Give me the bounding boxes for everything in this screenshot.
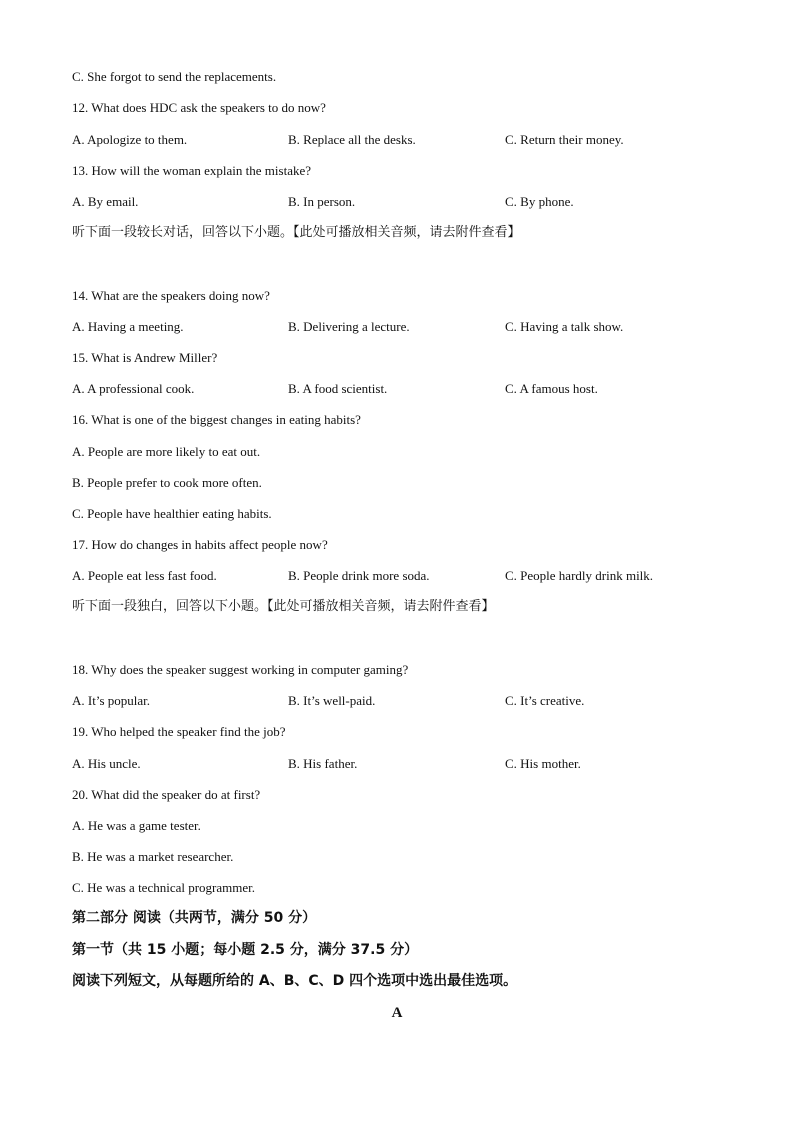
q17-option-a: A. People eat less fast food.	[72, 568, 217, 583]
q11-option-c: C. She forgot to send the replacements.	[72, 69, 277, 84]
dialogue-instruction: 听下面一段较长对话，回答以下小题。【此处可播放相关音频，请去附件查看】	[72, 225, 521, 240]
q17-question: 17. How do changes in habits affect people now?	[72, 537, 328, 552]
q19-option-c: C. His mother.	[505, 756, 581, 771]
monologue-instruction: 听下面一段独白，回答以下小题。【此处可播放相关音频，请去附件查看】	[72, 599, 495, 614]
q12-option-c: C. Return their money.	[505, 132, 624, 147]
q20-option-b: B. He was a market researcher.	[72, 849, 234, 864]
reading-instruction: 阅读下列短文，从每题所给的 A、B、C、D 四个选项中选出最佳选项。	[72, 973, 518, 989]
q18-option-a: A. It’s popular.	[72, 693, 150, 708]
q18-option-c: C. It’s creative.	[505, 693, 585, 708]
passage-label: A	[391, 1005, 403, 1021]
q15-option-a: A. A professional cook.	[72, 381, 195, 396]
q14-option-a: A. Having a meeting.	[72, 319, 184, 334]
q15-option-b: B. A food scientist.	[288, 381, 388, 396]
q19-option-b: B. His father.	[288, 756, 358, 771]
q13-option-c: C. By phone.	[505, 194, 574, 209]
q16-option-b: B. People prefer to cook more often.	[72, 475, 262, 490]
q12-question: 12. What does HDC ask the speakers to do now?	[72, 100, 326, 115]
q19-question: 19. Who helped the speaker find the job?	[72, 724, 286, 739]
q13-question: 13. How will the woman explain the mistake?	[72, 163, 312, 178]
q13-option-a: A. By email.	[72, 194, 139, 209]
q19-option-a: A. His uncle.	[72, 756, 141, 771]
q14-question: 14. What are the speakers doing now?	[72, 288, 270, 303]
q12-option-b: B. Replace all the desks.	[288, 132, 416, 147]
q14-option-c: C. Having a talk show.	[505, 319, 624, 334]
q15-question: 15. What is Andrew Miller?	[72, 350, 218, 365]
q20-question: 20. What did the speaker do at first?	[72, 787, 261, 802]
q16-option-c: C. People have healthier eating habits.	[72, 506, 272, 521]
q12-option-a: A. Apologize to them.	[72, 132, 188, 147]
q17-option-c: C. People hardly drink milk.	[505, 568, 654, 583]
q17-option-b: B. People drink more soda.	[288, 568, 430, 583]
q18-option-b: B. It’s well-paid.	[288, 693, 376, 708]
q20-option-c: C. He was a technical programmer.	[72, 880, 256, 895]
q13-option-b: B. In person.	[288, 194, 356, 209]
q20-option-a: A. He was a game tester.	[72, 818, 201, 833]
q16-question: 16. What is one of the biggest changes in eating habits?	[72, 412, 361, 427]
section1-title: 第一节（共 15 小题；每小题 2.5 分，满分 37.5 分）	[72, 942, 419, 958]
q15-option-c: C. A famous host.	[505, 381, 598, 396]
q16-option-a: A. People are more likely to eat out.	[72, 444, 261, 459]
q14-option-b: B. Delivering a lecture.	[288, 319, 410, 334]
part2-title: 第二部分 阅读（共两节，满分 50 分）	[72, 910, 317, 926]
q18-question: 18. Why does the speaker suggest working in computer gaming?	[72, 662, 409, 677]
